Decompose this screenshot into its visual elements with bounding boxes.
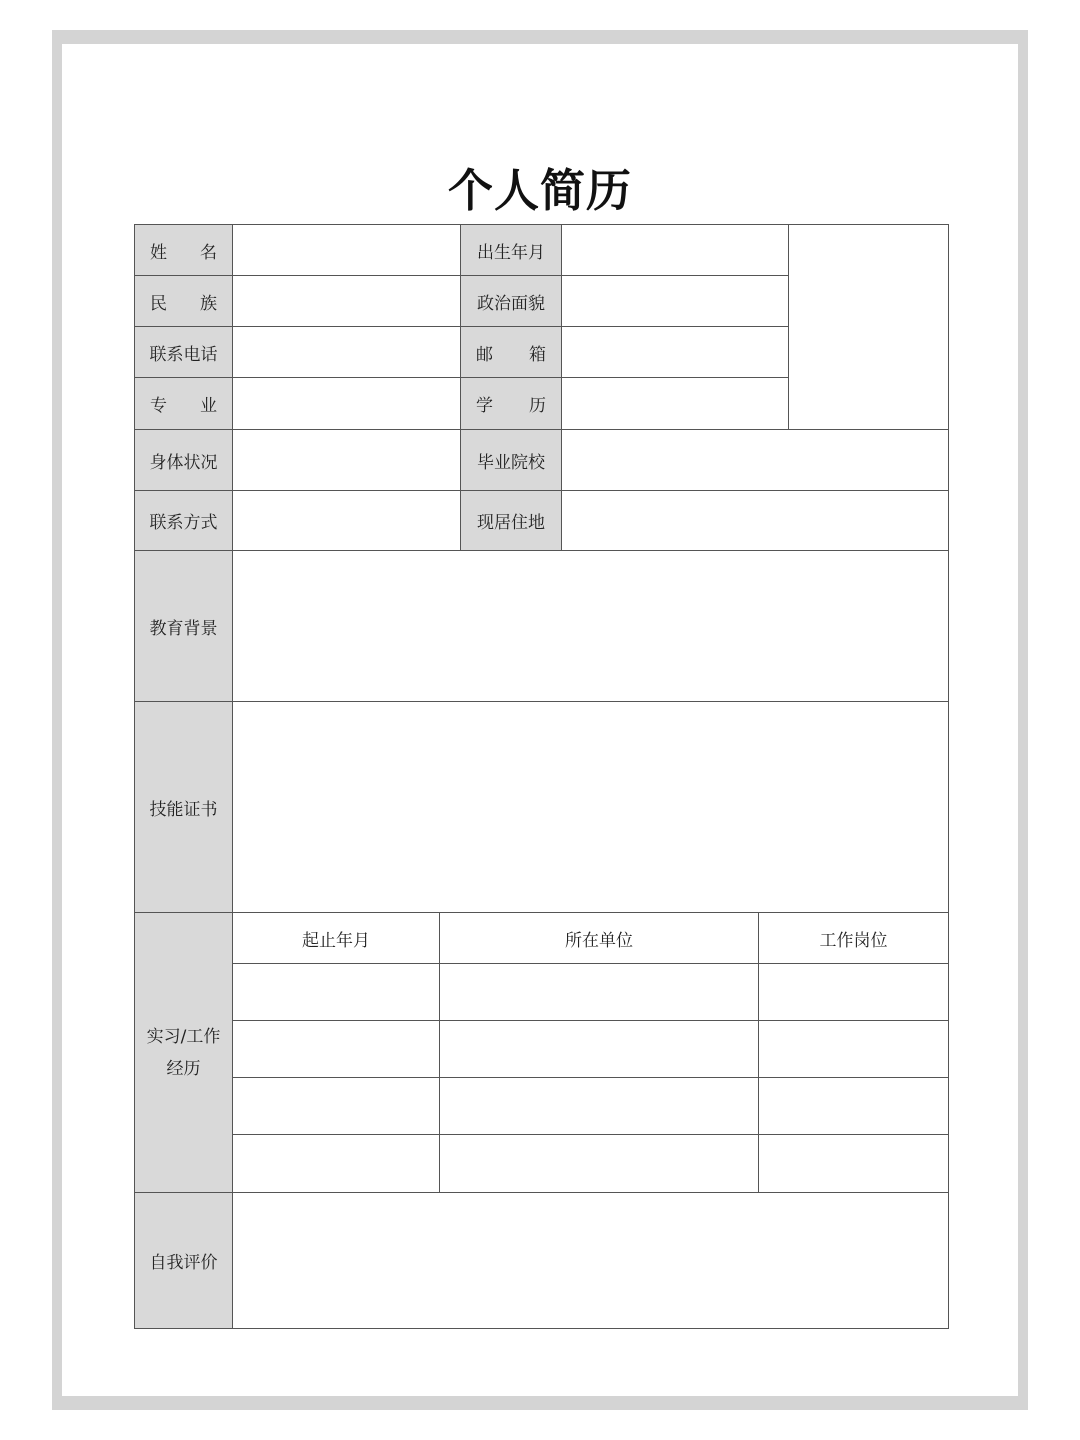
label-contact: 联系方式 xyxy=(134,490,233,551)
experience-company-cell[interactable] xyxy=(439,963,759,1021)
experience-period-cell[interactable] xyxy=(232,1077,440,1135)
label-birth: 出生年月 xyxy=(460,224,562,276)
experience-company-cell[interactable] xyxy=(439,1077,759,1135)
experience-header-company: 所在单位 xyxy=(439,912,759,964)
label-ethnicity-char-2: 族 xyxy=(200,293,217,314)
label-name xyxy=(134,224,233,276)
degree-field[interactable] xyxy=(561,377,789,430)
experience-position-cell[interactable] xyxy=(758,1020,949,1078)
label-political: 政治面貌 xyxy=(460,275,562,327)
label-major-char-2: 业 xyxy=(200,396,217,416)
label-name-char-2: 名 xyxy=(200,242,217,263)
label-email-char-1: 邮 xyxy=(476,344,493,365)
label-experience-line-1: 实习/工作 xyxy=(146,1026,221,1047)
experience-header-period: 起止年月 xyxy=(232,912,440,964)
ethnicity-field[interactable] xyxy=(232,275,461,327)
school-field[interactable] xyxy=(561,429,949,491)
health-field[interactable] xyxy=(232,429,461,491)
experience-period-cell[interactable] xyxy=(232,1020,440,1078)
label-education: 教育背景 xyxy=(134,550,233,702)
label-ethnicity-char-1: 民 xyxy=(150,293,167,314)
experience-position-cell[interactable] xyxy=(758,963,949,1021)
experience-period-cell[interactable] xyxy=(232,1134,440,1193)
education-field[interactable] xyxy=(232,550,949,702)
label-major xyxy=(134,377,233,430)
email-field[interactable] xyxy=(561,326,789,378)
experience-position-cell[interactable] xyxy=(758,1077,949,1135)
label-major-char-1: 专 xyxy=(150,396,167,416)
birth-field[interactable] xyxy=(561,224,789,276)
label-name-char-1: 姓 xyxy=(150,242,167,263)
label-email-char-2: 箱 xyxy=(529,344,546,365)
label-experience-line-2: 经历 xyxy=(166,1058,201,1079)
experience-company-cell[interactable] xyxy=(439,1134,759,1193)
skills-field[interactable] xyxy=(232,701,949,913)
photo-box[interactable] xyxy=(788,224,949,430)
experience-period-cell[interactable] xyxy=(232,963,440,1021)
political-field[interactable] xyxy=(561,275,789,327)
label-experience xyxy=(134,912,233,1193)
self-eval-field[interactable] xyxy=(232,1192,949,1329)
page-title: 个人简历 xyxy=(447,164,632,217)
address-field[interactable] xyxy=(561,490,949,551)
label-address: 现居住地 xyxy=(460,490,562,551)
name-field[interactable] xyxy=(232,224,461,276)
label-phone: 联系电话 xyxy=(134,326,233,378)
label-health: 身体状况 xyxy=(134,429,233,491)
experience-company-cell[interactable] xyxy=(439,1020,759,1078)
label-skills: 技能证书 xyxy=(134,701,233,913)
label-ethnicity xyxy=(134,275,233,327)
label-degree-char-2: 历 xyxy=(529,396,546,416)
experience-position-cell[interactable] xyxy=(758,1134,949,1193)
phone-field[interactable] xyxy=(232,326,461,378)
label-school: 毕业院校 xyxy=(460,429,562,491)
label-degree-char-1: 学 xyxy=(476,396,493,416)
label-self-eval: 自我评价 xyxy=(134,1192,233,1329)
major-field[interactable] xyxy=(232,377,461,430)
label-email xyxy=(460,326,562,378)
contact-field[interactable] xyxy=(232,490,461,551)
label-degree xyxy=(460,377,562,430)
experience-header-position: 工作岗位 xyxy=(758,912,949,964)
